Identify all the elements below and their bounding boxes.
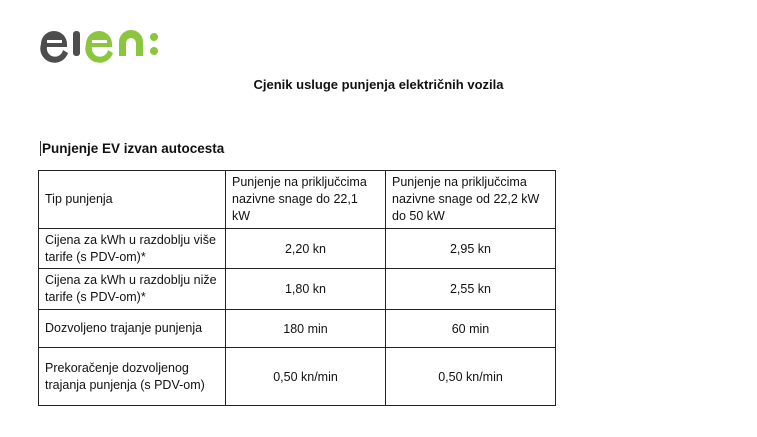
duration-dc: 60 min <box>386 310 556 348</box>
row-label: Prekoračenje dozvoljenog trajanja punjenja (s PDV-om) <box>39 348 226 406</box>
table-row <box>39 228 556 269</box>
elen-logo <box>37 22 179 64</box>
elen-logo-graphic <box>37 22 179 64</box>
header-up-to-22kw: Punjenje na priključcima nazivne snage do 22,1 kW <box>226 171 386 229</box>
price-table <box>38 170 556 406</box>
price-dc: 2,55 kn <box>386 269 556 310</box>
duration-ac: 180 min <box>226 310 386 348</box>
price-ac: 2,20 kn <box>226 228 386 269</box>
table-header-row <box>39 171 556 229</box>
row-label: Dozvoljeno trajanje punjenja <box>39 310 226 348</box>
document-title: Cjenik usluge punjenja električnih vozila <box>253 77 504 92</box>
section-title: Punjenje EV izvan autocesta <box>42 141 225 156</box>
price-ac: 1,80 kn <box>226 269 386 310</box>
table-row <box>39 269 556 310</box>
table-row <box>39 310 556 348</box>
row-label: Cijena za kWh u razdoblju više tarife (s PDV-om)* <box>39 228 226 269</box>
price-dc: 2,95 kn <box>386 228 556 269</box>
overtime-dc: 0,50 kn/min <box>386 348 556 406</box>
header-charging-type: Tip punjenja <box>39 171 226 229</box>
header-22-to-50kw: Punjenje na priključcima nazivne snage od 22,2 kW do 50 kW <box>386 171 556 229</box>
row-label: Cijena za kWh u razdoblju niže tarife (s PDV-om)* <box>39 269 226 310</box>
table-row <box>39 348 556 406</box>
overtime-ac: 0,50 kn/min <box>226 348 386 406</box>
